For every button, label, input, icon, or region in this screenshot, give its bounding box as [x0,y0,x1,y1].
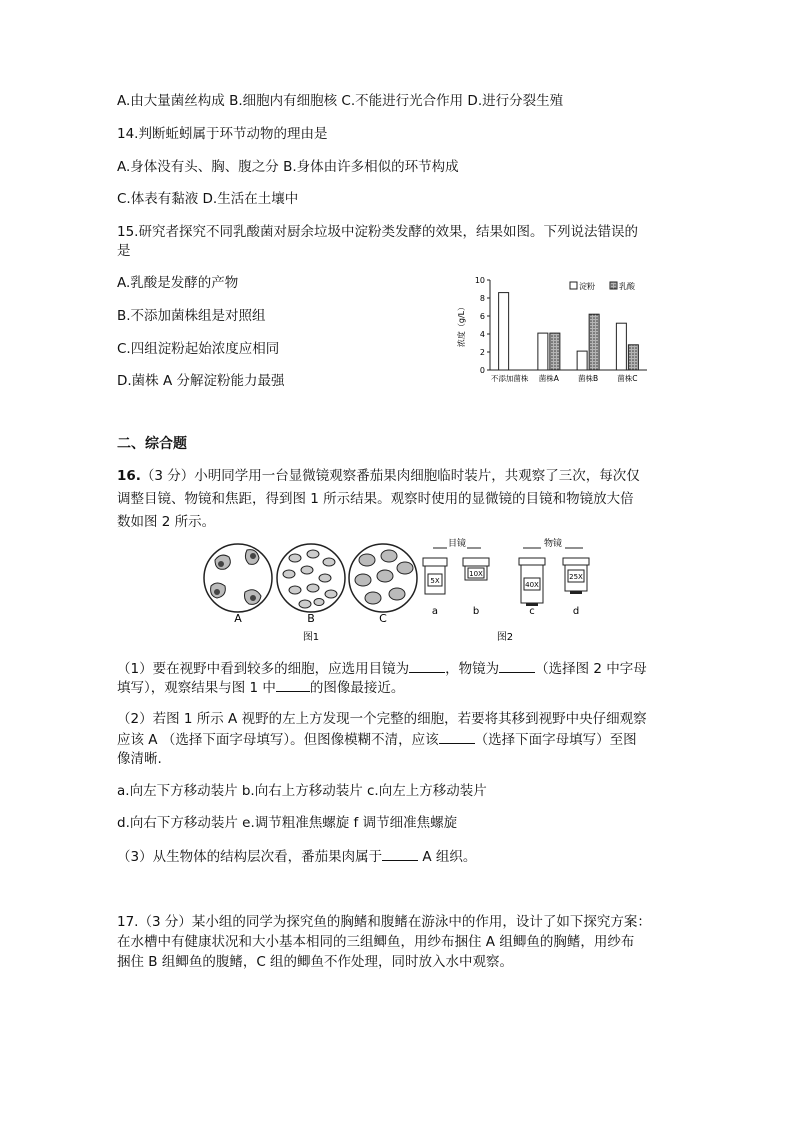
eyepiece-a [423,558,447,594]
bar-starch [538,333,548,370]
lens-letter-d: d [572,606,580,617]
q14-options-line1: A.身体没有头、胸、腹之分 B.身体由许多相似的环节构成 [117,159,459,175]
fig2-lenses [423,537,589,643]
q16-part1-line1: （1）要在视野中看到较多的细胞，应选用目镜为 ，物镜为 （选择图 2 中字母 [117,658,647,679]
field-of-view-a [204,544,272,612]
lens-letter-a: a [431,606,439,617]
x-category-label: 菌株C [617,374,638,383]
fig1-views [204,544,417,643]
bar-lactic [550,333,560,370]
q16-part2-line1: （2）若图 1 所示 A 视野的左上方发现一个完整的细胞，若要将其移到视野中央仔细观察 [117,711,647,727]
x-category-label: 菌株A [538,374,559,383]
x-category-label: 菌株B [578,374,599,383]
bar-lactic [628,345,638,370]
q14-stem: 14.判断蚯蚓属于环节动物的理由是 [117,126,328,142]
bar-starch [499,293,509,370]
eyepiece-title: 目镜 [447,539,467,549]
q15-option-b: B.不添加菌株组是对照组 [117,308,266,324]
bar-starch [577,351,587,370]
q16-intro-line2: 调整目镜、物镜和焦距，得到图 1 所示结果。观察时使用的显微镜的目镜和物镜放大倍 [117,491,634,507]
q16-intro-line1 [117,466,640,486]
bar-lactic [589,314,599,370]
q15-option-a: A.乳酸是发酵的产物 [117,275,239,291]
blank-objective[interactable] [499,658,535,673]
field-of-view-c [349,544,417,612]
y-axis-label: 浓度（g/L） [457,302,466,348]
y-tick-label: 0 [479,366,485,375]
section-heading: 二、综合题 [117,436,187,452]
legend-label-starch: 淀粉 [579,282,595,291]
blank-focus-adjust[interactable] [439,729,475,744]
lens-letter-b: b [472,606,480,617]
q16-part3: （3）从生物体的结构层次看，番茄果肉属于 A 组织。 [117,846,476,867]
y-tick-label: 6 [479,312,485,321]
legend-swatch-lactic [610,282,617,289]
blank-fig1-image[interactable] [276,677,310,692]
q15-stem-line2: 是 [117,243,131,259]
y-tick-label: 10 [474,276,485,285]
eyepiece-b-magnification: 10X [469,570,483,578]
fig2-caption: 图2 [496,632,514,643]
field-of-view-b [277,544,345,612]
q17-line2: 在水槽中有健康状况和大小基本相同的三组鲫鱼，用纱布捆住 A 组鲫鱼的胸鳍，用纱布 [117,934,635,950]
q16-choices-line2: d.向右下方移动装片 e.调节粗准焦螺旋 f 调节细准焦螺旋 [117,815,458,831]
objective-c-magnification: 40X [525,581,539,589]
q16-number: 16. [117,468,141,484]
objective-c [519,558,545,606]
blank-eyepiece[interactable] [409,658,445,673]
q15-stem-line1: 15.研究者探究不同乳酸菌对厨余垃圾中淀粉类发酵的效果，结果如图。下列说法错误的 [117,224,638,240]
q16-intro-text1: （3 分）小明同学用一台显微镜观察番茄果肉细胞临时装片，共观察了三次，每次仅 [140,468,640,484]
fig1-caption: 图1 [302,632,320,643]
fig1-label-a: A [234,612,242,625]
microscope-figures [195,536,615,648]
y-tick-label: 8 [479,294,485,303]
q16-choices-line1: a.向左下方移动装片 b.向右上方移动装片 c.向左上方移动装片 [117,783,487,799]
x-category-label: 不添加菌株 [490,374,529,383]
q13-options: A.由大量菌丝构成 B.细胞内有细胞核 C.不能进行光合作用 D.进行分裂生殖 [117,93,564,109]
eyepiece-a-magnification: 5X [430,577,440,585]
y-tick-label: 4 [479,330,485,339]
eyepiece-b [463,558,489,580]
fig1-label-c: C [379,612,387,625]
q16-part2-line3: 像清晰. [117,751,162,767]
q16-part1-line2: 填写），观察结果与图 1 中 的图像最接近。 [117,677,404,698]
objective-title: 物镜 [543,539,563,549]
legend-label-lactic: 乳酸 [619,282,635,291]
q17-line3: 捆住 B 组鲫鱼的腹鳍，C 组的鲫鱼不作处理，同时放入水中观察。 [117,954,514,970]
lens-letter-c: c [529,606,535,617]
q15-option-d: D.菌株 A 分解淀粉能力最强 [117,373,285,389]
q15-option-c: C.四组淀粉起始浓度应相同 [117,341,280,357]
q17-line1: 17.（3 分）某小组的同学为探究鱼的胸鳍和腹鳍在游泳中的作用，设计了如下探究方案： [117,914,651,930]
fig1-label-b: B [307,612,315,625]
q16-part2-line2: 应该 A （选择下面字母填写）。但图像模糊不清，应该 （选择下面字母填写）至图 [117,729,637,750]
bar-starch [616,323,626,370]
y-tick-label: 2 [479,348,485,357]
q16-intro-line3: 数如图 2 所示。 [117,514,216,530]
legend-swatch-starch [570,282,577,289]
objective-d [563,558,589,594]
fermentation-bar-chart [452,272,652,390]
blank-structure-level[interactable] [382,846,418,861]
q14-options-line2: C.体表有黏液 D.生活在土壤中 [117,191,299,207]
objective-d-magnification: 25X [569,573,583,581]
